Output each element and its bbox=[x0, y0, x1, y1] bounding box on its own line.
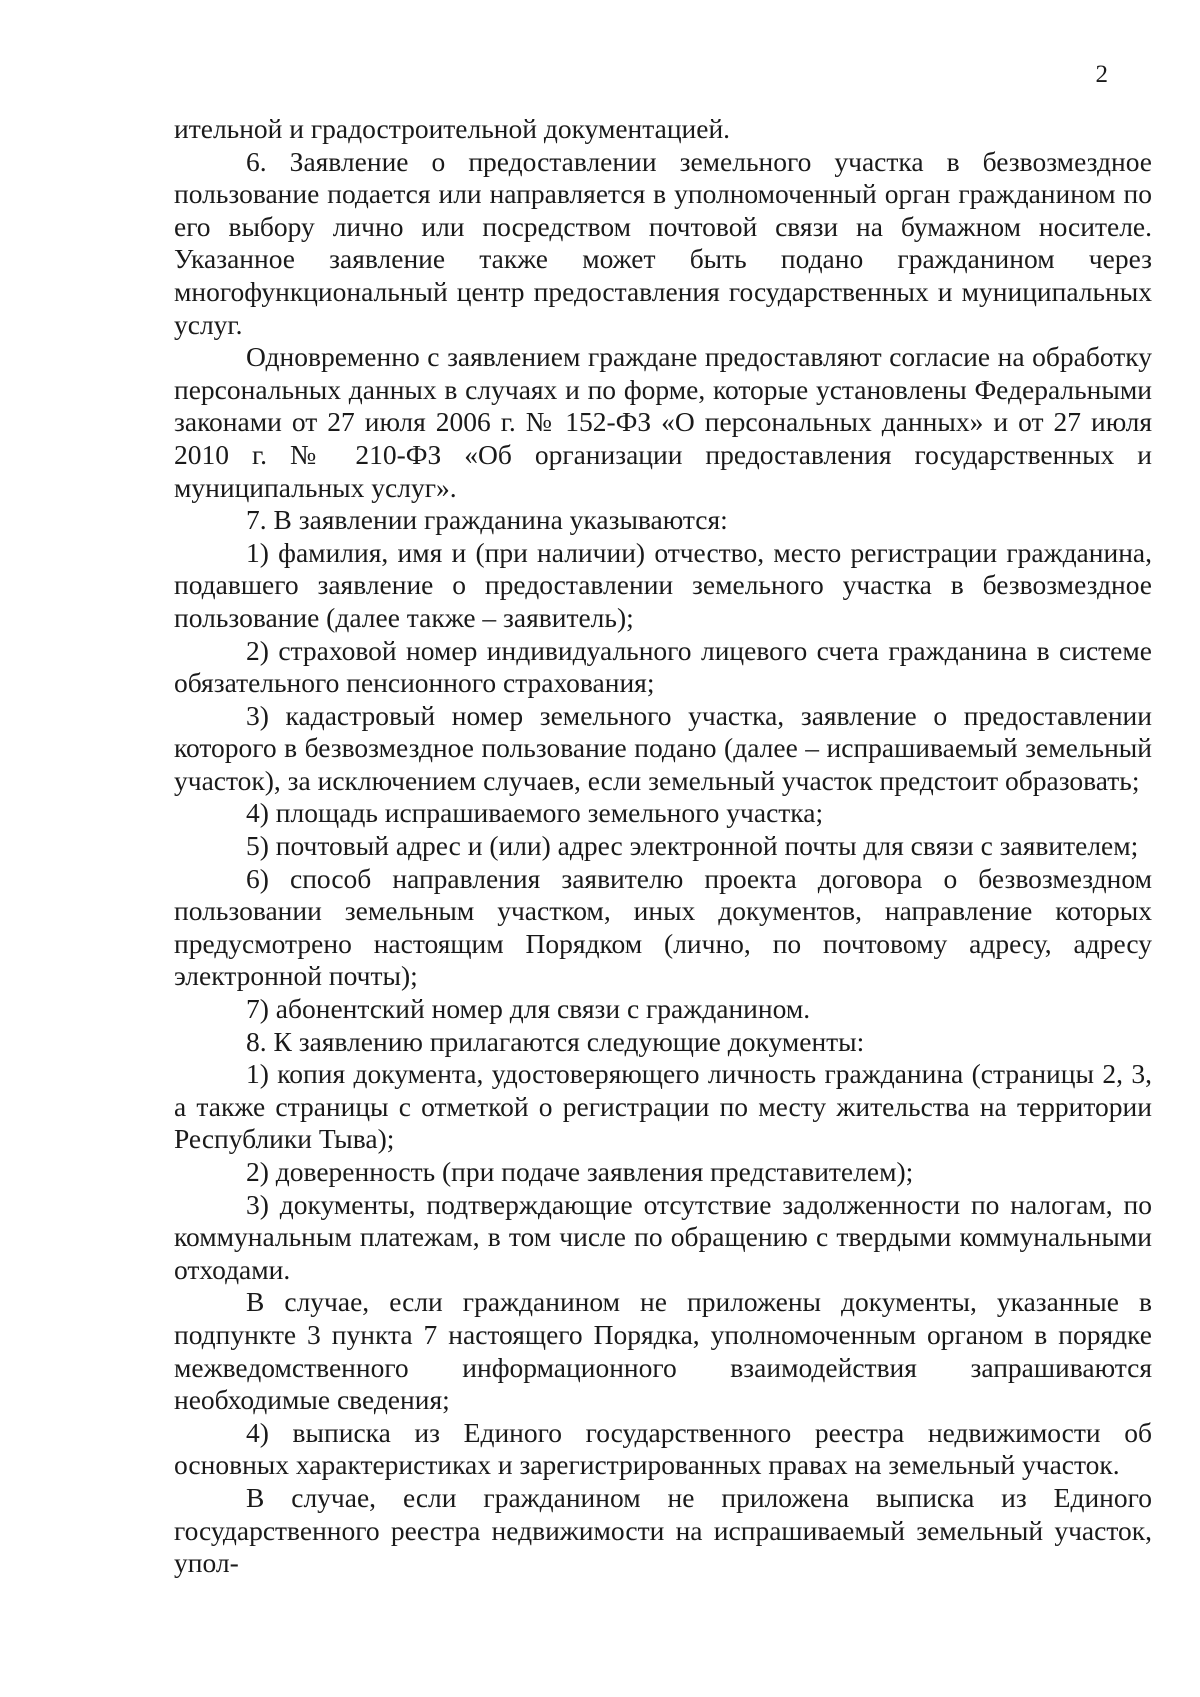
subitem-7-3: 3) кадастровый номер земельного участка, заявление о предоставлении которого в безвозмездное пользование подано (далее – испрашиваемый земельный участок), за исключением случаев, если земельный участок предстоит образовать; bbox=[174, 699, 1152, 796]
paragraph-missing-extract: В случае, если гражданином не приложена выписка из Единого государственного реестра недвижимости на испрашиваемый земельный участок, упол- bbox=[174, 1481, 1152, 1579]
subitem-7-4: 4) площадь испрашиваемого земельного участка; bbox=[246, 797, 824, 829]
paragraph-continued: ительной и градостроительной документацией. bbox=[174, 113, 731, 144]
subitem-7-6: 6) способ направления заявителю проекта договора о безвозмездном пользовании земельным участком, иных документов, направление которых предусмотрено настоящим Порядком (лично, по почтовому адресу, адресу электронной почты); bbox=[174, 862, 1152, 992]
paragraph-item-7: 7. В заявлении гражданина указываются: bbox=[246, 504, 728, 536]
subitem-8-2: 2) доверенность (при подаче заявления представителем); bbox=[246, 1156, 914, 1187]
subitem-7-2: 2) страховой номер индивидуального лицевого счета гражданина в системе обязательного пенсионного страхования; bbox=[174, 634, 1152, 699]
subitem-7-5: 5) почтовый адрес и (или) адрес электронной почты для связи с заявителем; bbox=[246, 830, 1139, 862]
paragraph-consent: Одновременно с заявлением граждане предоставляют согласие на обработку персональных данных в случаях и по форме, которые установлены Федеральными законами от 27 июля 2006 г. № 152-ФЗ «О персональных данных» и от 27 июля 2010 г. № 210-ФЗ «Об организации предоставления государственных и муниципальных услуг». bbox=[174, 341, 1152, 503]
subitem-8-4: 4) выписка из Единого государственного реестра недвижимости об основных характеристиках и зарегистрированных правах на земельный участок. bbox=[174, 1416, 1152, 1481]
subitem-7-1: 1) фамилия, имя и (при наличии) отчество, место регистрации гражданина, подавшего заявление о предоставлении земельного участка в безвозмездное пользование (далее также – заявитель); bbox=[174, 536, 1152, 633]
subitem-7-7: 7) абонентский номер для связи с гражданином. bbox=[246, 993, 811, 1025]
paragraph-item-6: 6. Заявление о предоставлении земельного участка в безвозмездное пользование подается или направляется в уполномоченный орган гражданином по его выбору лично или посредством почтовой связи на бумажном носителе. Указанное заявление также может быть подано гражданином через многофункциональный центр предоставления государственных и муниципальных услуг. bbox=[174, 145, 1152, 340]
paragraph-item-8: 8. К заявлению прилагаются следующие документы: bbox=[246, 1025, 865, 1057]
page-number: 2 bbox=[1095, 61, 1108, 88]
subitem-8-3: 3) документы, подтверждающие отсутствие задолженности по налогам, по коммунальным платежам, в том числе по обращению с твердыми коммунальными отходами. bbox=[174, 1188, 1152, 1285]
paragraph-missing-documents: В случае, если гражданином не приложены документы, указанные в подпункте 3 пункта 7 настоящего Порядка, уполномоченным органом в порядке межведомственного информационного взаимодействия запрашиваются необходимые сведения; bbox=[174, 1286, 1152, 1416]
document-body bbox=[174, 113, 1152, 1580]
subitem-8-1: 1) копия документа, удостоверяющего личность гражданина (страницы 2, 3, а также страницы с отметкой о регистрации по месту жительства на территории Республики Тыва); bbox=[174, 1058, 1152, 1155]
